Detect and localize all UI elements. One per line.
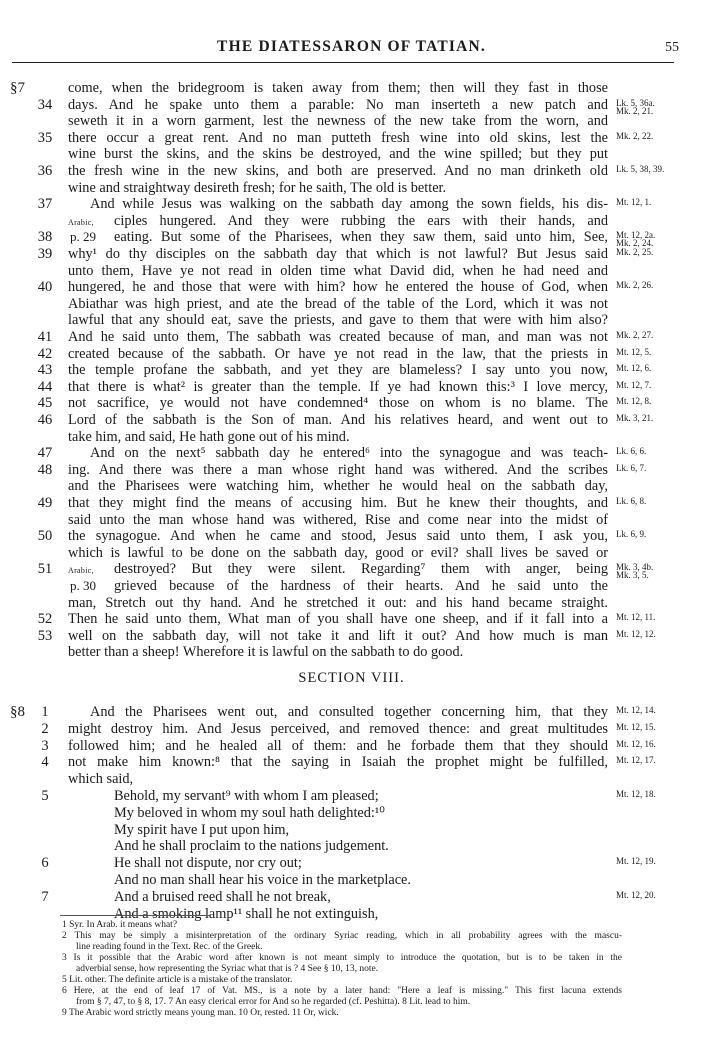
text-line — [0, 362, 703, 379]
header-rule — [12, 62, 674, 63]
gospel-reference — [616, 331, 653, 339]
body-text: better than a sheep! Wherefore it is lawful on the sabbath to do good. — [68, 644, 464, 661]
gospel-reference — [616, 132, 653, 140]
margin-note-arabic: Arabic, — [68, 566, 94, 576]
body-text: that there is what² is greater than the temple. If ye had known this:³ I love mercy, — [68, 378, 608, 395]
footnote-line: 5 Lit. other. The definite article is a mistake of the translator. — [62, 975, 293, 985]
text-line — [0, 838, 703, 855]
body-text: Abiathar was high priest, and ate the bread of the table of the Lord, which it was not — [68, 295, 608, 312]
margin-note-page: p. 29 — [70, 229, 96, 245]
footnote-line: from § 7, 47, to § 8, 17. 7 An easy clerical error for And so he regarded (cf. Peshitta). 8 Lit. lead to him. — [76, 997, 471, 1007]
reference-item: Mt. 12, 15. — [616, 721, 656, 732]
reference-item: Mt. 12, 6. — [616, 363, 652, 374]
gospel-reference — [616, 740, 656, 748]
text-line — [0, 721, 703, 738]
reference-item: Mt. 12, 5. — [616, 346, 652, 357]
verse-number: 44 — [37, 378, 53, 395]
verse-number: 34 — [37, 96, 53, 113]
gospel-reference — [616, 348, 651, 356]
text-line — [0, 561, 703, 581]
body-text: hungered, he and those that were with him? how he entered the house of God, when — [68, 279, 608, 296]
verse-number: 35 — [37, 129, 53, 146]
verse-number: 42 — [37, 345, 53, 362]
verse-number: 53 — [37, 627, 53, 644]
gospel-reference — [616, 281, 653, 289]
gospel-reference — [616, 723, 656, 731]
section-mark: §8 — [10, 704, 25, 720]
text-line — [0, 478, 703, 495]
margin-note-arabic: Arabic, — [68, 217, 94, 227]
verse-number: 51 — [37, 561, 53, 578]
reference-item: Mt. 12, 18. — [616, 789, 656, 799]
text-line — [0, 528, 703, 545]
body-text: wine and straightway desireth fresh; for he saith, The old is better. — [68, 179, 447, 196]
body-text: there occur a great rent. And no man putteth fresh wine into old skins, lest the — [68, 129, 608, 146]
body-text: Behold, my servant⁹ with whom I am pleased; — [114, 788, 379, 804]
gospel-reference — [616, 790, 656, 798]
body-text: And the Pharisees went out, and consulted together concerning him, that they — [90, 704, 608, 720]
text-line — [0, 578, 703, 595]
verse-number: 38 — [37, 229, 53, 246]
text-line — [0, 512, 703, 529]
reference-item: Mk. 3, 21. — [616, 413, 654, 423]
reference-item: Lk. 6, 6. — [616, 446, 647, 457]
text-line — [0, 312, 703, 329]
page-header — [0, 38, 703, 58]
text-line — [0, 213, 703, 230]
verse-number: 48 — [37, 461, 53, 478]
margin-note-page: p. 30 — [70, 578, 96, 593]
text-line — [0, 822, 703, 839]
running-title: THE DIATESSARON OF TATIAN. — [217, 38, 486, 55]
reference-item: Mt. 12, 16. — [616, 738, 656, 749]
body-text: And he said unto them, The sabbath was created because of man, and man was not — [68, 329, 608, 345]
verse-number: 52 — [37, 611, 53, 628]
page-number: 55 — [665, 40, 679, 55]
verse-number: 5 — [41, 788, 49, 804]
gospel-reference — [616, 891, 656, 899]
text-line — [0, 855, 703, 872]
body-text: He shall not dispute, nor cry out; — [114, 855, 302, 872]
verse-number: 2 — [41, 720, 49, 737]
body-text: And he shall proclaim to the nations judgement. — [114, 838, 389, 855]
footnote-line: 1 Syr. In Arab. it means what? — [62, 920, 178, 930]
reference-item: Mt. 12, 14. — [616, 705, 656, 715]
text-line — [0, 545, 703, 562]
text-line — [0, 113, 703, 130]
body-text: And a smoking lamp¹¹ shall he not extinguish, — [114, 905, 379, 922]
reference-item: Mt. 12, 11. — [616, 612, 656, 623]
text-line — [0, 495, 703, 512]
section-mark: §7 — [10, 80, 25, 96]
text-line — [0, 263, 703, 280]
gospel-reference — [616, 613, 655, 621]
verse-number: 7 — [41, 888, 49, 905]
gospel-reference — [616, 381, 651, 389]
gospel-reference — [616, 464, 646, 472]
body-text: not sacrifice, ye would not have condemned⁴ those on whom is no blame. The — [68, 395, 608, 412]
text-line — [0, 889, 703, 906]
gospel-reference — [616, 414, 653, 422]
text-line — [0, 229, 703, 249]
verse-number: 1 — [41, 704, 49, 720]
text-line — [0, 379, 703, 396]
text-line — [0, 80, 703, 97]
body-text: eating. But some of the Pharisees, when they saw them, said unto him, See, — [114, 229, 608, 246]
verse-number: 4 — [41, 754, 49, 771]
text-line — [0, 279, 703, 296]
text-line — [0, 146, 703, 163]
section-heading: SECTION VIII. — [298, 670, 405, 686]
text-line — [0, 346, 703, 363]
body-text: days. And he spake unto them a parable: No man inserteth a new patch and — [68, 96, 608, 113]
body-text: And a bruised reed shall he not break, — [114, 888, 331, 905]
gospel-reference — [616, 756, 656, 764]
verse-number: 50 — [37, 528, 53, 545]
body-text: come, when the bridegroom is taken away from them; then will they fast in those — [68, 80, 608, 96]
text-line — [0, 754, 703, 771]
body-text: which said, — [68, 771, 134, 788]
body-text: said unto the man whose hand was withered, Rise and come near into the midst of — [68, 511, 608, 528]
text-line — [0, 412, 703, 429]
gospel-reference — [616, 630, 656, 638]
gospel-reference — [616, 364, 651, 372]
reference-item: Mk. 2, 24. — [616, 238, 654, 249]
verse-number: 6 — [41, 855, 49, 872]
body-text: And no man shall hear his voice in the marketplace. — [114, 872, 411, 888]
gospel-reference — [616, 706, 656, 714]
text-line — [0, 644, 703, 661]
body-text: the temple profane the sabbath, and yet they are blameless? I say unto you now, — [68, 362, 608, 379]
reference-item: Mt. 12, 19. — [616, 856, 656, 867]
body-text: created because of the sabbath. Or have ye not read in the law, that the priests in — [68, 345, 608, 362]
reference-item: Mt. 12, 17. — [616, 755, 656, 766]
body-text: followed him; and he healed all of them: and he forbade them that they should — [68, 737, 608, 754]
body-text: take him, and said, He hath gone out of his mind. — [68, 428, 350, 445]
reference-item: Mk. 2, 27. — [616, 330, 654, 340]
reference-item: Lk. 5, 36a. — [616, 97, 655, 108]
reference-item: Mk. 2, 22. — [616, 130, 654, 141]
verse-number: 49 — [37, 495, 53, 511]
gospel-reference — [616, 165, 664, 173]
gospel-reference — [616, 563, 653, 579]
reference-item: Mt. 12, 12. — [616, 628, 656, 639]
gospel-reference — [616, 248, 653, 256]
body-text: and the Pharisees were watching him, whether he would heal on the sabbath day, — [68, 478, 608, 495]
text-line — [0, 130, 703, 147]
reference-item: Lk. 6, 9. — [616, 529, 647, 540]
text-line — [0, 805, 703, 822]
text-line — [0, 738, 703, 755]
text-line — [0, 704, 703, 721]
body-text: destroyed? But they were silent. Regarding⁷ them with anger, being — [114, 561, 608, 578]
body-text: seweth it in a worn garment, lest the newness of the new take from the worn, and — [68, 113, 608, 130]
gospel-reference — [616, 530, 646, 538]
text-line — [0, 163, 703, 180]
footnote-line: 3 Is it possible that the Arabic word after known is not meant simply to introduce the quotation, but is to be taken in the — [62, 953, 622, 963]
body-text: why¹ do thy disciples on the sabbath day that which is not lawful? But Jesus said — [68, 246, 608, 262]
body-text: And while Jesus was walking on the sabbath day among the sown fields, his dis- — [90, 196, 608, 213]
body-text: ciples hungered. And they were rubbing the ears with their hands, and — [114, 212, 608, 229]
gospel-reference — [616, 447, 646, 455]
reference-item: Mt. 12, 7. — [616, 379, 652, 390]
body-text: grieved because of the hardness of their hearts. And he said unto the — [114, 578, 608, 594]
gospel-reference — [616, 99, 655, 115]
reference-item: Mt. 12, 20. — [616, 889, 656, 900]
text-line — [0, 595, 703, 612]
verse-number: 46 — [37, 412, 53, 428]
body-text: might destroy him. And Jesus perceived, and removed thence: and great multitudes — [68, 720, 608, 737]
body-text: And on the next⁵ sabbath day he entered⁶ into the synagogue and was teach- — [90, 445, 608, 462]
verse-number: 39 — [37, 246, 53, 262]
body-text: not make him known:⁸ that the saying in Isaiah the prophet might be fulfilled, — [68, 754, 608, 771]
gospel-reference — [616, 397, 651, 405]
body-text: ing. And there was there a man whose right hand was withered. And the scribes — [68, 461, 608, 478]
footnote-line: line reading found in the Text. Rec. of the Greek. — [76, 942, 263, 952]
footnote-rule — [60, 915, 210, 916]
footnote-line: 9 The Arabic word strictly means young man. 10 Or, rested. 11 Or, wick. — [62, 1008, 339, 1018]
verse-number: 45 — [37, 395, 53, 412]
gospel-reference — [616, 497, 646, 505]
text-line — [0, 296, 703, 313]
text-line — [0, 395, 703, 412]
text-line — [0, 246, 703, 263]
verse-number: 47 — [37, 445, 53, 462]
body-text: which is lawful to be done on the sabbath day, good or evil? shall lives be saved or — [68, 544, 608, 561]
reference-item: Mk. 2, 25. — [616, 247, 654, 257]
verse-number: 3 — [41, 737, 49, 754]
verse-number: 37 — [37, 196, 53, 213]
body-text: the synagogue. And when he came and stood, Jesus said unto them, I ask you, — [68, 528, 608, 545]
gospel-reference — [616, 231, 655, 247]
reference-item: Mk. 2, 26. — [616, 280, 654, 291]
reference-item: Mt. 12, 8. — [616, 396, 652, 407]
verse-number: 41 — [37, 329, 53, 345]
footnote-line: adverbial sense, how representing the Syriac what that is ? 4 See § 10, 13, note. — [76, 964, 379, 974]
text-line — [0, 329, 703, 346]
body-text: man, Stretch out thy hand. And he stretched it out: and his hand became straight. — [68, 594, 608, 611]
body-text: well on the sabbath day, will not take it and lift it out? And how much is man — [68, 627, 608, 644]
text-line — [0, 462, 703, 479]
reference-item: Mk. 2, 21. — [616, 105, 654, 116]
reference-item: Mt. 12, 2a. — [616, 230, 656, 241]
body-text: My beloved in whom my soul hath delighted:¹⁰ — [114, 804, 385, 821]
reference-item: Mk. 3, 5. — [616, 570, 649, 581]
body-text: My spirit have I put upon him, — [114, 821, 290, 838]
verse-number: 40 — [37, 279, 53, 296]
text-line — [0, 97, 703, 114]
body-text: Then he said unto them, What man of you shall have one sheep, and if it fall into a — [68, 611, 608, 628]
body-text: lawful that any should eat, save the priests, and gave to them that were with him also? — [68, 312, 608, 329]
text-line — [0, 196, 703, 213]
gospel-reference — [616, 198, 651, 206]
gospel-reference — [616, 857, 656, 865]
reference-item: Mt. 12, 1. — [616, 197, 652, 208]
body-text: Lord of the sabbath is the Son of man. And his relatives heard, and went out to — [68, 412, 608, 428]
reference-item: Lk. 6, 7. — [616, 462, 647, 473]
text-line — [0, 180, 703, 197]
text-line — [0, 771, 703, 788]
reference-item: Lk. 6, 8. — [616, 496, 647, 506]
text-line — [0, 611, 703, 628]
body-text: wine burst the skins, and the skins be destroyed, and the wine spilled; but they put — [68, 146, 608, 163]
reference-item: Lk. 5, 38, 39. — [616, 164, 665, 174]
text-line — [0, 628, 703, 645]
text-line — [0, 445, 703, 462]
body-text: the fresh wine in the new skins, and both are preserved. And no man drinketh old — [68, 163, 608, 179]
text-line — [0, 872, 703, 889]
verse-number: 36 — [37, 163, 53, 179]
reference-item: Mk. 3, 4b. — [616, 562, 654, 573]
footnote-line: 6 Here, at the end of leaf 17 of Vat. MS., is a note by a later hand: "Here a leaf is missing." This first lacuna extends — [62, 986, 622, 996]
body-text: unto them, Have ye not read in olden time what David did, when he had need and — [68, 262, 608, 279]
text-line — [0, 429, 703, 446]
verse-number: 43 — [37, 362, 53, 379]
body-text: that they might find the means of accusing him. But he knew their thoughts, and — [68, 495, 608, 511]
footnote-line: 2 This may be simply a misinterpretation of the ordinary Syriac reading, which in all probability agrees with the mascu- — [62, 931, 622, 941]
text-line — [0, 788, 703, 805]
